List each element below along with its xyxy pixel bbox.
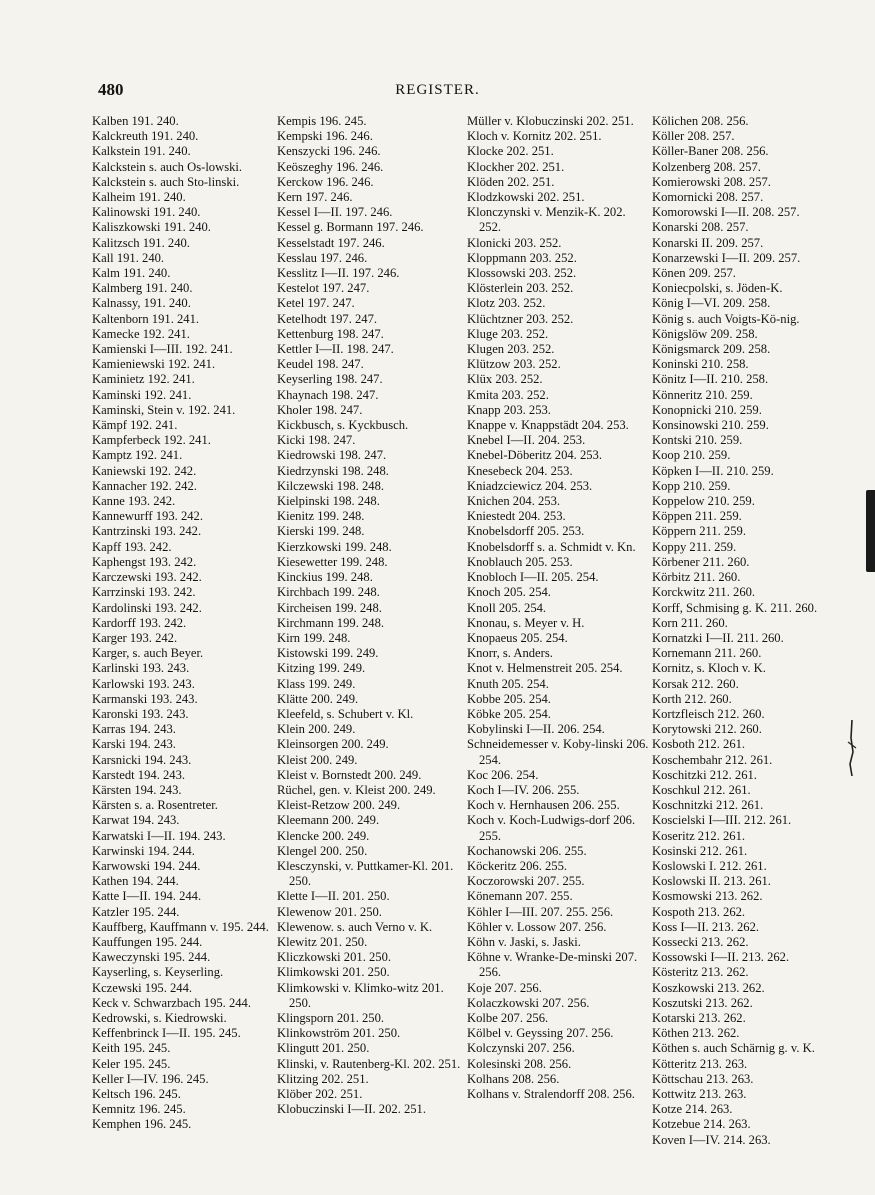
index-entry: Königslöw 209. 258. xyxy=(652,326,758,341)
index-entry: Rüchel, gen. v. Kleist 200. 249. xyxy=(277,782,436,797)
index-column-1 xyxy=(92,114,274,1133)
index-entry: Knichen 204. 253. xyxy=(467,494,561,509)
index-entry: Köttschau 213. 263. xyxy=(652,1071,754,1086)
index-entry: Köthen 213. 262. xyxy=(652,1026,740,1041)
index-entry: Könneritz 210. 259. xyxy=(652,387,753,402)
index-entry: Korff, Schmising g. K. 211. 260. xyxy=(652,600,818,615)
index-entry: Koch v. Koch-Ludwigs-dorf 206. 255. xyxy=(467,813,636,843)
index-entry: Kotarski 213. 262. xyxy=(652,1010,746,1025)
index-entry: Karonski 193. 243. xyxy=(92,706,189,721)
index-entry: Konsinowski 210. 259. xyxy=(652,418,769,433)
index-entry: Karlinski 193. 243. xyxy=(92,661,190,676)
index-entry: Kornemann 211. 260. xyxy=(652,646,762,661)
index-entry: Kapff 193. 242. xyxy=(92,539,172,554)
index-entry: Knobloch I—II. 205. 254. xyxy=(467,570,599,585)
index-entry: Klingsporn 201. 250. xyxy=(277,1010,385,1025)
index-entry: Körbitz 211. 260. xyxy=(652,570,741,585)
index-entry: Kalheim 191. 240. xyxy=(92,190,186,205)
index-entry: Kosmowski 213. 262. xyxy=(652,889,763,904)
index-entry: Kirchmann 199. 248. xyxy=(277,615,385,630)
index-entry: Knappe v. Knappstädt 204. 253. xyxy=(467,418,629,433)
index-entry: Keltsch 196. 245. xyxy=(92,1087,181,1101)
index-entry: Kirchbach 199. 248. xyxy=(277,585,380,600)
index-entry: Konarski 208. 257. xyxy=(652,220,749,235)
index-entry: Kitzing 199. 249. xyxy=(277,661,366,676)
index-entry: Köckeritz 206. 255. xyxy=(467,858,568,873)
index-entry: Kalitzsch 191. 240. xyxy=(92,235,190,250)
index-entry: Keffenbrinck I—II. 195. 245. xyxy=(92,1026,241,1041)
index-entry: Knoblauch 205. 253. xyxy=(467,554,573,569)
index-entry: Kleist 200. 249. xyxy=(277,752,358,767)
index-entry: Kleist v. Bornstedt 200. 249. xyxy=(277,767,422,782)
index-entry: Kniadzciewicz 204. 253. xyxy=(467,478,593,493)
index-entry: Müller v. Klobuczinski 202. 251. xyxy=(467,114,634,128)
index-entry: Kampferbeck 192. 241. xyxy=(92,433,211,448)
index-entry: Kospoth 213. 262. xyxy=(652,904,746,919)
index-entry: Kornitz, s. Kloch v. K. xyxy=(652,661,766,676)
index-entry: Kanne 193. 242. xyxy=(92,494,176,509)
index-entry: Kall 191. 240. xyxy=(92,250,165,265)
index-entry: Körbener 211. 260. xyxy=(652,554,750,569)
index-entry: Kinckius 199. 248. xyxy=(277,570,373,585)
index-entry: Kossowski I—II. 213. 262. xyxy=(652,950,790,965)
index-entry: Kamienski I—III. 192. 241. xyxy=(92,342,233,357)
index-entry: Koszutski 213. 262. xyxy=(652,995,753,1010)
index-entry: Karwatski I—II. 194. 243. xyxy=(92,828,226,843)
index-entry: Kloppmann 203. 252. xyxy=(467,250,577,265)
index-entry: Klüchtzner 203. 252. xyxy=(467,311,574,326)
index-entry: Klonczynski v. Menzik-K. 202. 252. xyxy=(467,205,626,235)
index-entry: Klöden 202. 251. xyxy=(467,174,555,189)
index-entry: Keudel 198. 247. xyxy=(277,357,364,372)
index-entry: Klesczynski, v. Puttkamer-Kl. 201. 250. xyxy=(277,858,454,889)
index-entry: Kölichen 208. 256. xyxy=(652,114,749,128)
index-entry: Koslowski I. 212. 261. xyxy=(652,858,767,873)
index-entry: Kardolinski 193. 242. xyxy=(92,600,202,615)
index-entry: Koschnitzki 212. 261. xyxy=(652,798,764,813)
index-entry: Kmita 203. 252. xyxy=(467,387,549,402)
index-entry: Kösteritz 213. 262. xyxy=(652,965,749,980)
index-entry: Kesslitz I—II. 197. 246. xyxy=(277,266,400,281)
index-entry: Kalinowski 191. 240. xyxy=(92,205,201,220)
index-entry: Kliczkowski 201. 250. xyxy=(277,950,392,965)
index-entry: Kalckstein s. auch Sto-linski. xyxy=(92,174,240,189)
index-entry: Kontski 210. 259. xyxy=(652,433,743,448)
index-entry: Kiedrowski 198. 247. xyxy=(277,448,387,463)
index-entry: Keyserling 198. 247. xyxy=(277,372,383,387)
index-entry: Kessel g. Bormann 197. 246. xyxy=(277,220,424,235)
index-entry: Karras 194. 243. xyxy=(92,722,176,737)
index-entry: Karmanski 193. 243. xyxy=(92,691,198,706)
index-entry: Könemann 207. 255. xyxy=(467,889,573,904)
index-entry: Kolhans 208. 256. xyxy=(467,1071,560,1086)
index-entry: Koop 210. 259. xyxy=(652,448,731,463)
index-entry: Kessel I—II. 197. 246. xyxy=(277,205,393,220)
index-entry: Königsmarck 209. 258. xyxy=(652,342,771,357)
index-entry: Kantrzinski 193. 242. xyxy=(92,524,202,539)
index-entry: Kayserling, s. Keyserling. xyxy=(92,965,224,980)
index-entry: Kalben 191. 240. xyxy=(92,114,179,128)
index-entry: Kochanowski 206. 255. xyxy=(467,843,587,858)
index-entry: Klengel 200. 250. xyxy=(277,843,368,858)
index-entry: Koslowski II. 213. 261. xyxy=(652,874,771,889)
index-entry: Klätte 200. 249. xyxy=(277,691,359,706)
index-entry: Klewenow 201. 250. xyxy=(277,904,382,919)
index-entry: Knorr, s. Anders. xyxy=(467,646,553,661)
index-entry: Komierowski 208. 257. xyxy=(652,174,771,189)
index-entry: Knebel I—II. 204. 253. xyxy=(467,433,586,448)
index-entry: Köbke 205. 254. xyxy=(467,706,551,721)
index-entry: Karczewski 193. 242. xyxy=(92,570,202,585)
index-entry: Schneidemesser v. Koby-linski 206. 254. xyxy=(467,737,649,767)
index-entry: Klass 199. 249. xyxy=(277,676,356,691)
index-entry: Koppy 211. 259. xyxy=(652,539,737,554)
index-entry: Kirn 199. 248. xyxy=(277,630,351,645)
index-entry: Korsak 212. 260. xyxy=(652,676,739,691)
index-entry: Klinski, v. Rautenberg-Kl. 202. 251. xyxy=(277,1056,461,1071)
index-entry: Kalmberg 191. 240. xyxy=(92,281,193,296)
index-entry: Koppelow 210. 259. xyxy=(652,494,755,509)
index-entry: Kärsten 194. 243. xyxy=(92,782,182,797)
index-entry: Keler 195. 245. xyxy=(92,1056,171,1071)
index-entry: Kalnassy, 191. 240. xyxy=(92,296,191,311)
index-entry: Ketel 197. 247. xyxy=(277,296,355,311)
index-entry: Kalckreuth 191. 240. xyxy=(92,129,199,144)
index-entry: Katte I—II. 194. 244. xyxy=(92,889,202,904)
index-entry: Knobelsdorff 205. 253. xyxy=(467,524,585,539)
index-entry: König I—VI. 209. 258. xyxy=(652,296,771,311)
index-entry: Kempski 196. 246. xyxy=(277,129,373,144)
index-entry: Köhler I—III. 207. 255. 256. xyxy=(467,904,614,919)
index-entry: Kannacher 192. 242. xyxy=(92,478,197,493)
index-entry: Könen 209. 257. xyxy=(652,266,736,281)
index-entry: Knonau, s. Meyer v. H. xyxy=(467,615,585,630)
index-entry: Klösterlein 203. 252. xyxy=(467,281,574,296)
index-entry: Keck v. Schwarzbach 195. 244. xyxy=(92,995,252,1010)
index-entry: Kalkstein 191. 240. xyxy=(92,144,191,159)
index-entry: Köthen s. auch Schärnig g. v. K. xyxy=(652,1041,815,1056)
index-entry: Klützow 203. 252. xyxy=(467,357,561,372)
index-entry: Klewitz 201. 250. xyxy=(277,934,368,949)
index-entry: Kosboth 212. 261. xyxy=(652,737,746,752)
index-entry: Karski 194. 243. xyxy=(92,737,176,752)
index-entry: Korn 211. 260. xyxy=(652,615,728,630)
index-entry: Kircheisen 199. 248. xyxy=(277,600,382,615)
index-entry: Kauffberg, Kauffmann v. 195. 244. xyxy=(92,919,269,934)
index-entry: Kölbel v. Geyssing 207. 256. xyxy=(467,1026,614,1041)
index-entry: Karrzinski 193. 242. xyxy=(92,585,196,600)
index-entry: Kleist-Retzow 200. 249. xyxy=(277,798,401,813)
index-entry: Kaniewski 192. 242. xyxy=(92,463,197,478)
index-entry: Keith 195. 245. xyxy=(92,1041,171,1056)
page-title: REGISTER. xyxy=(395,82,480,98)
index-entry: Kleefeld, s. Schubert v. Kl. xyxy=(277,706,414,721)
index-entry: König s. auch Voigts-Kö-nig. xyxy=(652,311,800,326)
index-entry: Knoll 205. 254. xyxy=(467,600,547,615)
index-entry: Kotze 214. 263. xyxy=(652,1102,733,1117)
index-entry: Kerckow 196. 246. xyxy=(277,174,374,189)
index-entry: Kczewski 195. 244. xyxy=(92,980,193,995)
index-entry: Kestelot 197. 247. xyxy=(277,281,370,296)
index-entry: Kathen 194. 244. xyxy=(92,874,179,889)
index-entry: Korckwitz 211. 260. xyxy=(652,585,756,600)
index-entry: Ketelhodt 197. 247. xyxy=(277,311,378,326)
index-entry: Knot v. Helmenstreit 205. 254. xyxy=(467,661,623,676)
index-entry: Kemnitz 196. 245. xyxy=(92,1102,186,1117)
index-entry: Kotzebue 214. 263. xyxy=(652,1117,751,1132)
index-entry: Karwowski 194. 244. xyxy=(92,858,201,873)
index-entry: Konarski II. 209. 257. xyxy=(652,235,764,250)
index-entry: Knapp 203. 253. xyxy=(467,402,551,417)
index-entry: Korth 212. 260. xyxy=(652,691,732,706)
index-entry: Kierzkowski 199. 248. xyxy=(277,539,392,554)
index-entry: Karger, s. auch Beyer. xyxy=(92,646,204,661)
index-entry: Knobelsdorff s. a. Schmidt v. Kn. xyxy=(467,539,636,554)
index-entry: Kortzfleisch 212. 260. xyxy=(652,706,765,721)
index-entry: Kluge 203. 252. xyxy=(467,326,549,341)
index-entry: Köller-Baner 208. 256. xyxy=(652,144,769,159)
page-number: 480 xyxy=(98,80,124,99)
index-entry: Kolbe 207. 256. xyxy=(467,1010,549,1025)
index-entry: Keller I—IV. 196. 245. xyxy=(92,1071,209,1086)
index-entry: Kholer 198. 247. xyxy=(277,402,363,417)
index-entry: Karwinski 194. 244. xyxy=(92,843,195,858)
index-entry: Kornatzki I—II. 211. 260. xyxy=(652,630,784,645)
index-entry: Klocke 202. 251. xyxy=(467,144,554,159)
index-entry: Koniecpolski, s. Jöden-K. xyxy=(652,281,783,296)
index-entry: Kaweczynski 195. 244. xyxy=(92,950,211,965)
index-entry: Kamecke 192. 241. xyxy=(92,326,190,341)
index-entry: Klugen 203. 252. xyxy=(467,342,555,357)
index-entry: Klöber 202. 251. xyxy=(277,1087,363,1101)
index-entry: Kesslau 197. 246. xyxy=(277,250,368,265)
index-entry: Kielpinski 198. 248. xyxy=(277,494,380,509)
index-entry: Konopnicki 210. 259. xyxy=(652,402,762,417)
index-column-3 xyxy=(467,114,649,1102)
index-entry: Kottwitz 213. 263. xyxy=(652,1087,747,1101)
index-entry: Köller 208. 257. xyxy=(652,129,735,144)
index-entry: Klein 200. 249. xyxy=(277,722,356,737)
index-entry: Kickbusch, s. Kyckbusch. xyxy=(277,418,409,433)
index-entry: Kobylinski I—II. 206. 254. xyxy=(467,722,605,737)
index-entry: Knesebeck 204. 253. xyxy=(467,463,573,478)
index-entry: Koczorowski 207. 255. xyxy=(467,874,585,889)
index-entry: Kemphen 196. 245. xyxy=(92,1117,192,1132)
index-entry: Kalckstein s. auch Os-lowski. xyxy=(92,159,243,174)
index-entry: Kettler I—II. 198. 247. xyxy=(277,342,394,357)
index-entry: Koch v. Hernhausen 206. 255. xyxy=(467,798,620,813)
index-entry: Klewenow. s. auch Verno v. K. xyxy=(277,919,433,934)
index-entry: Klencke 200. 249. xyxy=(277,828,370,843)
index-entry: Klotz 203. 252. xyxy=(467,296,546,311)
index-entry: Kern 197. 246. xyxy=(277,190,353,205)
index-entry: Koschkul 212. 261. xyxy=(652,782,751,797)
index-entry: Khaynach 198. 247. xyxy=(277,387,379,402)
index-entry: Kauffungen 195. 244. xyxy=(92,934,203,949)
index-entry: Koschembahr 212. 261. xyxy=(652,752,773,767)
index-entry: Klonicki 203. 252. xyxy=(467,235,562,250)
index-entry: Koszkowski 213. 262. xyxy=(652,980,765,995)
index-entry: Kierski 199. 248. xyxy=(277,524,365,539)
index-entry: Knuth 205. 254. xyxy=(467,676,549,691)
index-entry: Kopp 210. 259. xyxy=(652,478,731,493)
index-entry: Klinkowström 201. 250. xyxy=(277,1026,401,1041)
index-entry: Köppen 211. 259. xyxy=(652,509,742,524)
index-entry: Klobuczinski I—II. 202. 251. xyxy=(277,1102,427,1117)
index-entry: Kolesinski 208. 256. xyxy=(467,1056,572,1071)
index-entry: Koninski 210. 258. xyxy=(652,357,749,372)
index-entry: Kolaczkowski 207. 256. xyxy=(467,995,590,1010)
index-entry: Könitz I—II. 210. 258. xyxy=(652,372,769,387)
index-entry: Kesselstadt 197. 246. xyxy=(277,235,385,250)
index-entry: Klette I—II. 201. 250. xyxy=(277,889,390,904)
index-entry: Kienitz 199. 248. xyxy=(277,509,365,524)
index-entry: Kleemann 200. 249. xyxy=(277,813,380,828)
index-entry: Kempis 196. 245. xyxy=(277,114,367,128)
index-entry: Koss I—II. 213. 262. xyxy=(652,919,760,934)
index-entry: Kolczynski 207. 256. xyxy=(467,1041,575,1056)
index-entry: Kiesewetter 199. 248. xyxy=(277,554,388,569)
index-entry: Kaminietz 192. 241. xyxy=(92,372,195,387)
index-entry: Kannewurff 193. 242. xyxy=(92,509,203,524)
index-entry: Köhler v. Lossow 207. 256. xyxy=(467,919,607,934)
index-entry: Kärsten s. a. Rosentreter. xyxy=(92,798,218,813)
margin-mark xyxy=(845,718,859,778)
index-entry: Klockher 202. 251. xyxy=(467,159,565,174)
index-entry: Kaminski 192. 241. xyxy=(92,387,192,402)
index-entry: Köhn v. Jaski, s. Jaski. xyxy=(467,934,581,949)
index-entry: Kossecki 213. 262. xyxy=(652,934,749,949)
index-entry: Karsnicki 194. 243. xyxy=(92,752,192,767)
index-entry: Kistowski 199. 249. xyxy=(277,646,379,661)
index-entry: Keöszeghy 196. 246. xyxy=(277,159,384,174)
index-entry: Koseritz 212. 261. xyxy=(652,828,746,843)
index-entry: Kalm 191. 240. xyxy=(92,266,171,281)
index-entry: Kiedrzynski 198. 248. xyxy=(277,463,389,478)
index-entry: Karstedt 194. 243. xyxy=(92,767,186,782)
index-entry: Klossowski 203. 252. xyxy=(467,266,577,281)
index-entry: Kaminski, Stein v. 192. 241. xyxy=(92,402,236,417)
index-entry: Kolzenberg 208. 257. xyxy=(652,159,761,174)
index-entry: Klingutt 201. 250. xyxy=(277,1041,370,1056)
index-entry: Kosinski 212. 261. xyxy=(652,843,748,858)
index-entry: Kniestedt 204. 253. xyxy=(467,509,566,524)
index-entry: Komorowski I—II. 208. 257. xyxy=(652,205,800,220)
index-entry: Koch I—IV. 206. 255. xyxy=(467,782,580,797)
index-entry: Köhne v. Wranke-De-minski 207. 256. xyxy=(467,950,638,980)
index-entry: Kobbe 205. 254. xyxy=(467,691,551,706)
index-entry: Koscielski I—III. 212. 261. xyxy=(652,813,792,828)
index-entry: Klimkowski v. Klimko-witz 201. 250. xyxy=(277,980,444,1010)
index-entry: Knoch 205. 254. xyxy=(467,585,551,600)
index-entry: Kedrowski, s. Kiedrowski. xyxy=(92,1010,227,1025)
index-entry: Karwat 194. 243. xyxy=(92,813,180,828)
index-entry: Köpken I—II. 210. 259. xyxy=(652,463,774,478)
index-entry: Koven I—IV. 214. 263. xyxy=(652,1132,771,1147)
index-entry: Kleinsorgen 200. 249. xyxy=(277,737,389,752)
index-entry: Kaliszkowski 191. 240. xyxy=(92,220,211,235)
index-entry: Kamieniewski 192. 241. xyxy=(92,357,216,372)
index-entry: Klüx 203. 252. xyxy=(467,372,543,387)
index-entry: Kenszycki 196. 246. xyxy=(277,144,381,159)
index-entry: Kämpf 192. 241. xyxy=(92,418,178,433)
index-entry: Kardorff 193. 242. xyxy=(92,615,187,630)
index-entry: Kettenburg 198. 247. xyxy=(277,326,384,341)
index-entry: Kötteritz 213. 263. xyxy=(652,1056,748,1071)
index-entry: Kolhans v. Stralendorff 208. 256. xyxy=(467,1087,635,1101)
index-entry: Kilczewski 198. 248. xyxy=(277,478,385,493)
index-entry: Klimkowski 201. 250. xyxy=(277,965,390,980)
index-entry: Köppern 211. 259. xyxy=(652,524,746,539)
thumb-tab-mark xyxy=(866,490,875,572)
index-entry: Komornicki 208. 257. xyxy=(652,190,764,205)
index-entry: Koc 206. 254. xyxy=(467,767,539,782)
index-entry: Knebel-Döberitz 204. 253. xyxy=(467,448,602,463)
index-entry: Kamptz 192. 241. xyxy=(92,448,183,463)
index-entry: Kaltenborn 191. 241. xyxy=(92,311,200,326)
index-entry: Karlowski 193. 243. xyxy=(92,676,195,691)
index-entry: Koschitzki 212. 261. xyxy=(652,767,757,782)
index-entry: Katzler 195. 244. xyxy=(92,904,180,919)
index-entry: Kloch v. Kornitz 202. 251. xyxy=(467,129,602,144)
index-entry: Karger 193. 242. xyxy=(92,630,178,645)
index-entry: Klodzkowski 202. 251. xyxy=(467,190,585,205)
index-entry: Kaphengst 193. 242. xyxy=(92,554,197,569)
index-entry: Klitzing 202. 251. xyxy=(277,1071,369,1086)
index-entry: Korytowski 212. 260. xyxy=(652,722,762,737)
index-column-4 xyxy=(652,114,868,1148)
index-entry: Konarzewski I—II. 209. 257. xyxy=(652,250,801,265)
index-entry: Koje 207. 256. xyxy=(467,980,542,995)
index-column-2 xyxy=(277,114,461,1117)
index-entry: Kicki 198. 247. xyxy=(277,433,356,448)
index-entry: Knopaeus 205. 254. xyxy=(467,630,568,645)
